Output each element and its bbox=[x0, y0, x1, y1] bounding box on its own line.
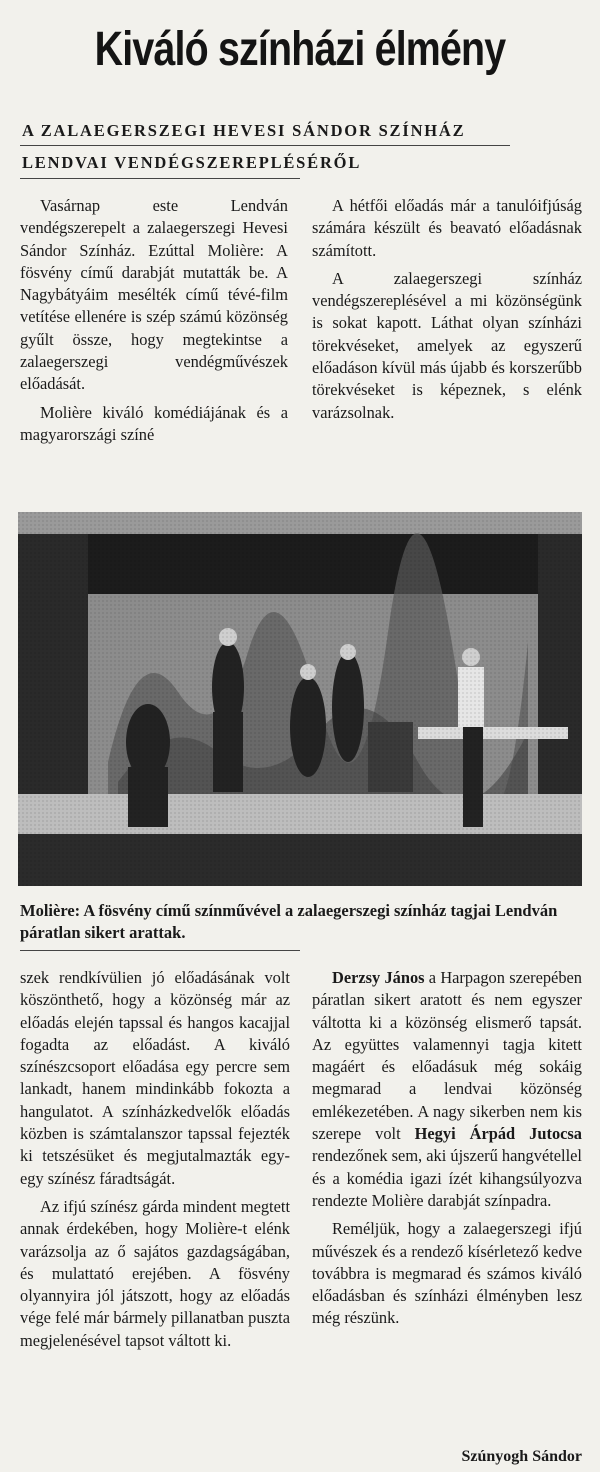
paragraph: A hétfői előadás már a tanulóifjúság számára készült és beavató előadásnak számított. bbox=[312, 196, 582, 260]
article-title: Kiváló színházi élmény bbox=[94, 23, 506, 76]
article-subtitle-line1: A ZALAEGERSZEGI HEVESI SÁNDOR SZÍNHÁZ bbox=[22, 121, 466, 140]
stage-photo bbox=[18, 512, 582, 886]
text-column-3 bbox=[20, 967, 290, 1352]
paragraph: Vasárnap este Lendván vendégszerepelt a zalaegerszegi Hevesi Sándor Színház. Ezúttal Molière: A fösvény című darabját mutatták be. A Nagybátyáim mesélték című tévé-film vetítése ellenére is szép számú közönség gyűlt össze, hogy megtekintse a zalaegerszegi vendégművészek előadását. bbox=[20, 196, 288, 394]
paragraph: A zalaegerszegi színház vendégszereplésével a mi közönségünk is sokat kapott. Láthat olyan színházi törekvéseket, amelyek az egyszerű előadáson kívül más újabb és korszerűbb törekvéseket is képeznek, s elénk varázsolnak. bbox=[312, 268, 582, 422]
paragraph bbox=[312, 967, 582, 1212]
paragraph: Molière kiváló komédiájának és a magyarországi színé bbox=[20, 402, 288, 444]
author-signature: Szúnyogh Sándor bbox=[461, 1448, 582, 1465]
paragraph-text: rendezőnek sem, aki újszerű hangvétellel és a komédia igazi ízét kihangsúlyozva rendezte Molière darabját színpadra. bbox=[312, 1146, 582, 1210]
text-column-2 bbox=[312, 195, 582, 424]
text-column-1 bbox=[20, 195, 288, 446]
subtitle-divider bbox=[20, 178, 300, 179]
paragraph: Reméljük, hogy a zalaegerszegi ifjú művészek és a rendező kísérletező kedve továbbra is megmarad és számos kiváló előadásban és színházi élményben lesz még részünk. bbox=[312, 1219, 582, 1328]
text-column-4 bbox=[312, 967, 582, 1330]
director-name: Hegyi Árpád Jutocsa bbox=[414, 1124, 582, 1144]
paragraph: szek rendkívülien jó előadásának volt köszönthető, hogy a közönség már az előadás elején tapssal és hangos kacajjal fogadta az előadást. A kiváló színészcsoport előadása egy percre sem lankadt, hanem mindinkább fokozta a hangulatot. A színházkedvelők előadás közben is számtalanszor tapssal fejezték ki tetszésüket és megjutalmazták egy-egy színész fáradtságát. bbox=[20, 968, 290, 1188]
paragraph: Az ifjú színész gárda mindent megtett annak érdekében, hogy Molière-t elénk varázsolja az ő sajátos gazdagságában, és mulattató erejében. A fösvény olyannyira jól játszott, hogy az előadás vége felé már bármely pillanatban puszta megjelenésével tapsot váltott ki. bbox=[20, 1196, 290, 1350]
subtitle-divider bbox=[20, 145, 510, 146]
article-subtitle-line2: LENDVAI VENDÉGSZEREPLÉSÉRŐL bbox=[22, 153, 362, 172]
caption-divider bbox=[20, 950, 300, 951]
photo-caption: Molière: A fösvény című színművével a zalaegerszegi színház tagjai Lendván páratlan sikert arattak. bbox=[20, 901, 558, 942]
actor-name: Derzsy János bbox=[332, 968, 425, 987]
paragraph-text: a Harpagon szerepében páratlan sikert aratott és nem egyszer váltotta ki a közönség elismerő tapsát. Az együttes valamennyi tagja kitett magáért és előadásuk még sokáig megmarad a lendvai közönség emlékezetében. A nagy sikerben nem kis szerepe volt bbox=[312, 968, 582, 1144]
